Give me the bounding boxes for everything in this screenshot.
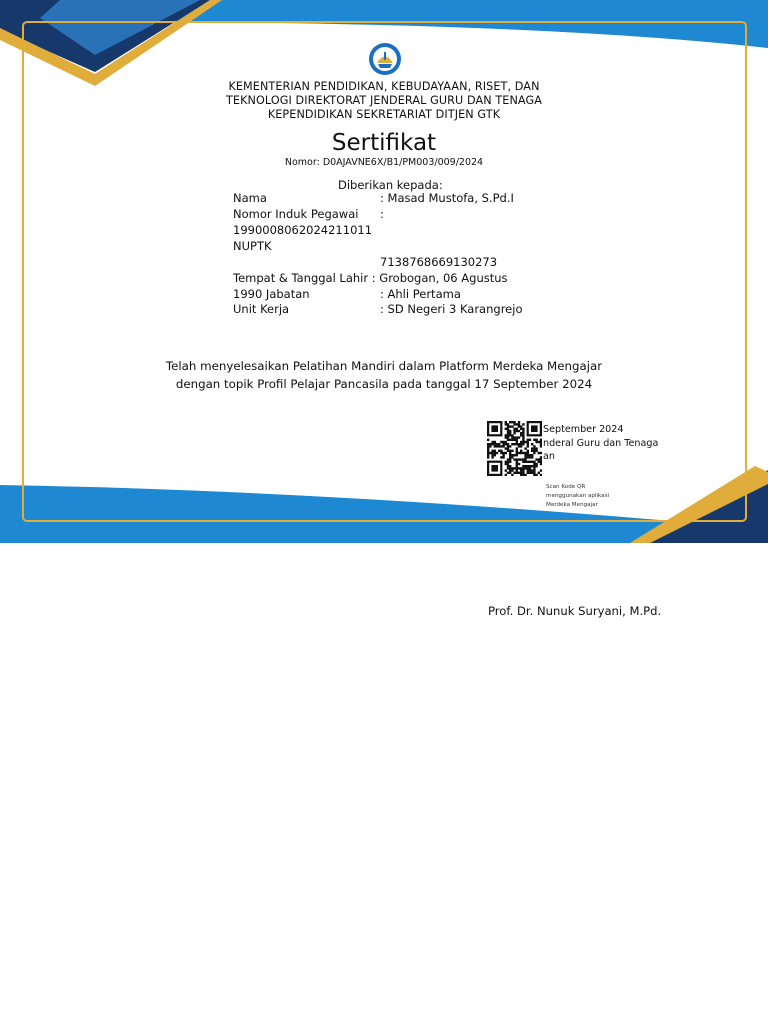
unit-label: Unit Kerja [233,302,290,316]
name-value: : Masad Mustofa, S.Pd.I [380,191,514,205]
scan-instruction-1: Scan Kode QR [546,484,586,490]
completion-line-1: Telah menyelesaikan Pelatihan Mandiri dalam Platform Merdeka Mengajar [165,359,603,373]
scan-instruction-3: Merdeka Mengajar [546,502,598,508]
completion-statement [0,357,768,393]
position-label: 1990 Jabatan [233,287,310,301]
certificate-number: Nomor: D0AJAVNE6X/B1/PM003/009/2024 [284,157,484,168]
tut-wuri-handayani-logo [368,42,402,76]
sign-office-line: nderal Guru dan Tenaga [543,438,659,449]
signer-name: Prof. Dr. Nunuk Suryani, M.Pd. [488,604,662,618]
ministry-heading [0,80,768,122]
ministry-line-2: TEKNOLOGI DIREKTORAT JENDERAL GURU DAN TENAGA [225,94,543,107]
certificate-title: Sertifikat [331,130,437,156]
unit-value: : SD Negeri 3 Karangrejo [380,302,523,316]
qr-code [487,421,542,476]
position-value: : Ahli Pertama [380,287,461,301]
sign-date: September 2024 [543,424,624,435]
completion-line-2: dengan topik Profil Pelajar Pancasila pada tanggal 17 September 2024 [175,377,593,391]
given-to-label: Diberikan kepada: [338,178,443,192]
ministry-line-1: KEMENTERIAN PENDIDIKAN, KEBUDAYAAN, RISET, DAN [228,80,540,93]
nip-colon: : [380,207,384,221]
birth-row: Tempat & Tanggal Lahir : Grobogan, 06 Agustus [233,271,508,285]
nip-label: Nomor Induk Pegawai [233,207,359,221]
nuptk-label: NUPTK [233,239,272,253]
ministry-line-3: KEPENDIDIKAN SEKRETARIAT DITJEN GTK [267,108,501,121]
nip-value: 1990008062024211011 [233,223,373,237]
name-label: Nama [233,191,267,205]
scan-instruction-2: menggunakan aplikasi [546,493,610,499]
nuptk-value: 7138768669130273 [380,255,498,269]
top-blue-band [130,0,768,48]
sign-office-line-end: an [543,451,555,462]
